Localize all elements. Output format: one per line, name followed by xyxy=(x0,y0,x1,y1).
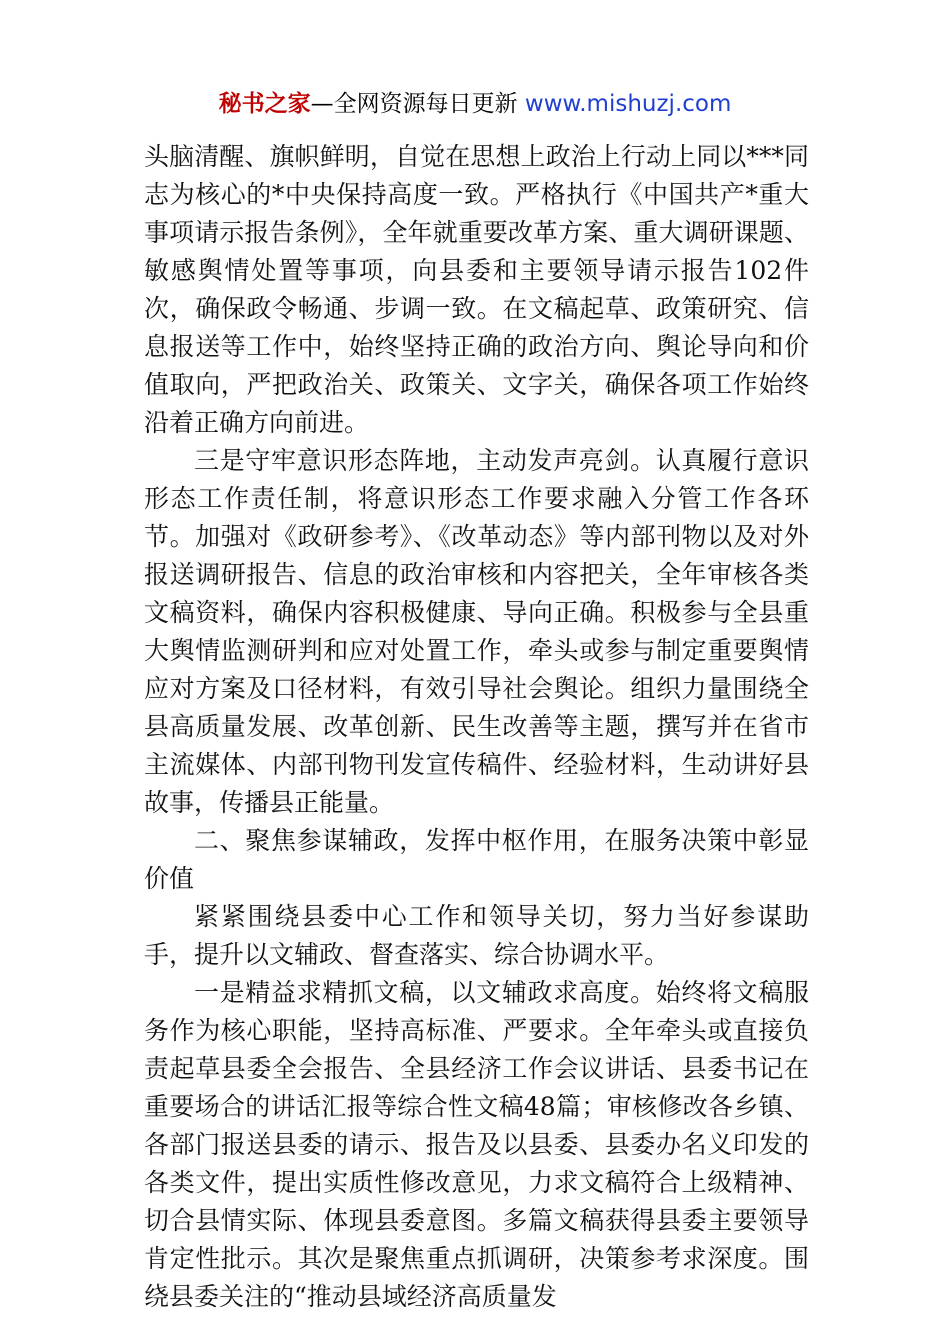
page-header xyxy=(0,84,950,124)
site-brand: 秘书之家 xyxy=(218,91,311,117)
paragraph-drafting: 一是精益求精抓文稿，以文辅政求高度。始终将文稿服务作为核心职能，坚持高标准、严要求。全年牵头或直接负责起草县委全会报告、全县经济工作会议讲话、县委书记在重要场合的讲话汇报等综合性文稿48篇；审核修改各乡镇、各部门报送县委的请示、报告及以县委、县委办名义印发的各类文件，提出实质性修改意见，力求文稿符合上级精神、切合县情实际、体现县委意图。多篇文稿获得县委主要领导肯定性批示。其次是聚焦重点抓调研，决策参考求深度。围绕县委关注的“推动县域经济高质量发 xyxy=(144,978,809,1311)
paragraph-ideology: 三是守牢意识形态阵地，主动发声亮剑。认真履行意识形态工作责任制，将意识形态工作要求融入分管工作各环节。加强对《政研参考》、《改革动态》等内部刊物以及对外报送调研报告、信息的政治审核和内容把关，全年审核各类文稿资料，确保内容积极健康、导向正确。积极参与全县重大舆情监测研判和应对处置工作，牵头或参与制定重要舆情应对方案及口径材料，有效引导社会舆论。组织力量围绕全县高质量发展、改革创新、民生改善等主题，撰写并在省市主流媒体、内部刊物刊发宣传稿件、经验材料，生动讲好县故事，传播县正能量。 xyxy=(144,446,809,817)
paragraph-continuation: 头脑清醒、旗帜鲜明，自觉在思想上政治上行动上同以***同志为核心的*中央保持高度一致。严格执行《中国共产*重大事项请示报告条例》，全年就重要改革方案、重大调研课题、敏感舆情处置等事项，向县委和主要领导请示报告102件次，确保政令畅通、步调一致。在文稿起草、政策研究、信息报送等工作中，始终坚持正确的政治方向、舆论导向和价值取向，严把政治关、政策关、文字关，确保各项工作始终沿着正确方向前进。 xyxy=(144,142,809,437)
paragraph-intro: 紧紧围绕县委中心工作和领导关切，努力当好参谋助手，提升以文辅政、督查落实、综合协调水平。 xyxy=(144,902,809,969)
site-tagline: —全网资源每日更新 xyxy=(310,91,518,117)
site-url[interactable]: www.mishuzj.com xyxy=(524,91,732,117)
section-heading: 二、聚焦参谋辅政，发挥中枢作用，在服务决策中彰显价值 xyxy=(144,826,809,893)
document-body xyxy=(144,138,809,1316)
